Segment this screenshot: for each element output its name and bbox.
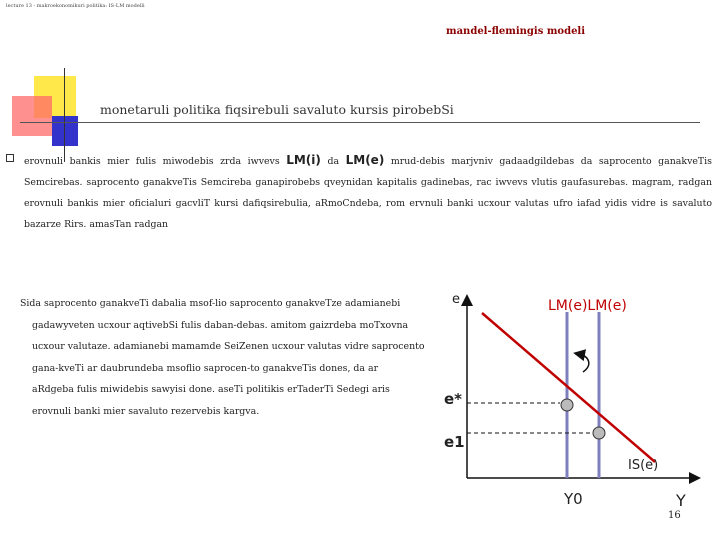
paragraph-text-1: erovnuli bankis mier fulis miwodebis zrda iwvevs (24, 156, 287, 167)
y0-label: Y0 (564, 490, 583, 508)
note-line: gana-kveTi ar daubrundeba msoflio saprocen-to ganakveTis dones, da ar (32, 362, 379, 374)
equilibrium-point-initial (561, 399, 573, 411)
paragraph-text-2: mrud-debis marjvniv gadaadgildebas da saprocento ganakveTis Semcirebas. saprocento ganakveTis Semcireba ganapirobebs qveynidan kapitalis gadinebas, rac iwvevs vlutis gaufasurebas. magram, radgan erovnuli bankis mier oficialuri gacvliT kursi dafiqsirebulia, aRmoCndeba, rom ervnuli banki ucxour valutas ufro iafad yidis vidre is savaluto bazarze Rirs. amasTan radgan (24, 156, 712, 230)
y-axis-label: e (452, 292, 460, 307)
note-line: gadawyveten ucxour aqtivebSi fulis daban-debas. amitom gaizrdeba moTxovna (32, 319, 409, 331)
e1-label: e1 (444, 433, 465, 451)
note-line: Sida saprocento ganakveTi dabalia msof-lio saprocento ganakveTze adamianebi (20, 298, 401, 309)
note-line: erovnuli banki mier savaluto rezervebis kargva. (32, 405, 260, 417)
lm-curve-label: LM(e)LM(e) (548, 298, 627, 314)
x-axis-label: Y (676, 491, 686, 510)
header-note: lecture 13 - makroekonomikuri politika: IS-LM modelli (6, 3, 145, 9)
lm-i-label: LM(i) (286, 153, 321, 167)
note-line: ucxour valutaze. adamianebi mamamde SeiZenen ucxour valutas vidre saprocento (32, 341, 425, 352)
equilibrium-point-shifted (593, 427, 605, 439)
shift-curl-arrow-icon (579, 354, 589, 372)
is-curve-label: IS(e) (628, 458, 659, 473)
e-star-label: e* (444, 390, 463, 408)
paragraph-and: da (320, 156, 346, 167)
heading-link[interactable]: mandel-flemingis modeli (446, 26, 586, 37)
slide-title: monetaruli politika fiqsirebuli savaluto kursis pirobebSi (100, 102, 454, 117)
page-number: 16 (668, 510, 681, 521)
note-line: aRdgeba fulis miwidebis sawyisi done. aseTi politikis erTaderTi Sedegi aris (32, 384, 390, 395)
lm-e-label: LM(e) (345, 153, 385, 167)
